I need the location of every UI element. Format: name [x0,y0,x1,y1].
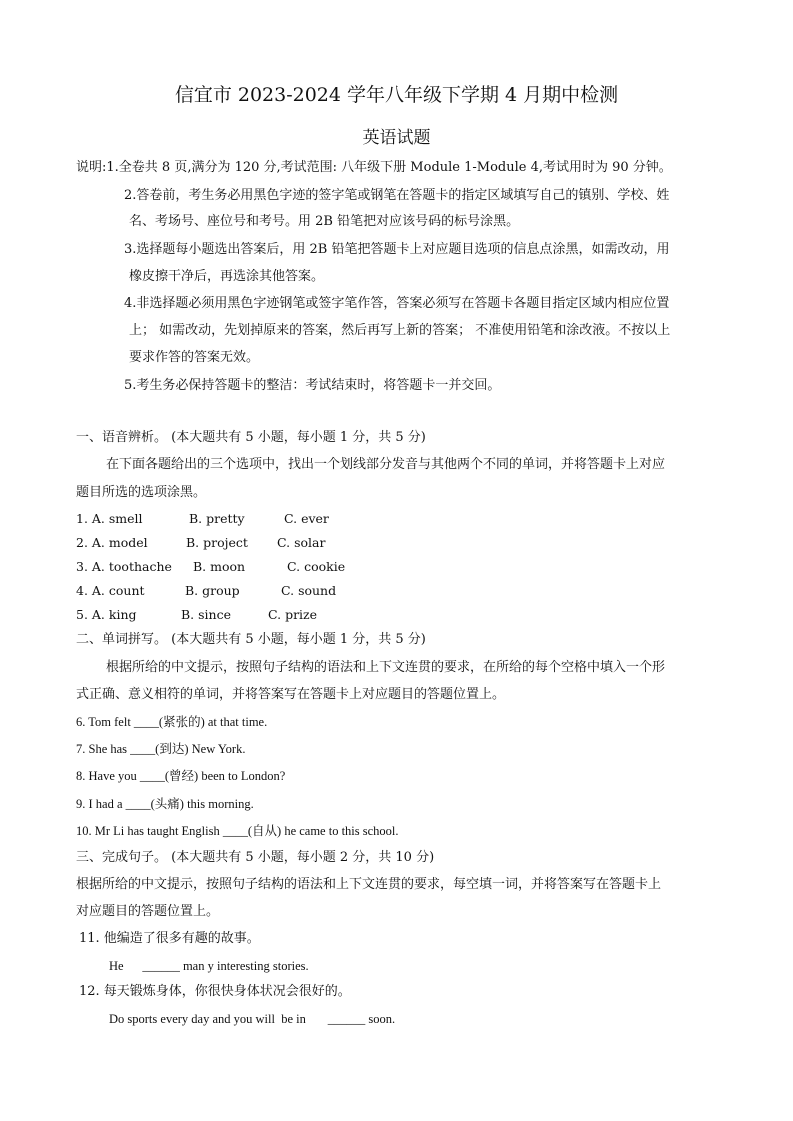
option-a: 4. A. count [76,583,145,598]
section-desc: 对应题目的答题位置上。 [76,904,220,919]
question-10: 10. Mr Li has taught English ____(自从) he came to this school. [76,824,399,838]
exam-subtitle: 英语试题 [362,128,431,148]
section-desc: 在下面各题给出的三个选项中，找出一个划线部分发音与其他两个不同的单词，并将答题卡上对应 [106,457,666,472]
section-heading: 一、语音辨析。 (本大题共有 5 小题，每小题 1 分，共 5 分) [76,430,426,445]
instruction-line: 说明:1.全卷共 8 页,满分为 120 分,考试范围: 八年级下册 Module 1-Module 4,考试用时为 90 分钟。 [76,160,672,175]
instruction-line: 上； 如需改动，先划掉原来的答案，然后再写上新的答案； 不准使用铅笔和涂改液。不按以上 [129,323,671,338]
option-b: B. pretty [189,511,245,526]
option-a: 3. A. toothache [76,559,172,574]
instruction-line: 橡皮擦干净后，再选涂其他答案。 [129,269,325,284]
section-desc: 根据所给的中文提示，按照句子结构的语法和上下文连贯的要求，在所给的每个空格中填入一个形 [106,660,666,675]
question-6: 6. Tom felt ____(紧张的) at that time. [76,715,268,729]
question-7: 7. She has ____(到达) New York. [76,742,246,756]
instruction-line: 要求作答的答案无效。 [129,350,260,365]
option-c: C. cookie [287,559,346,574]
instruction-line: 5.考生务必保持答题卡的整洁：考试结束时，将答题卡一并交回。 [124,378,501,393]
question-11-cn: 11. 他编造了很多有趣的故事。 [79,931,260,946]
question-12-cn: 12. 每天锻炼身体，你很快身体状况会很好的。 [79,984,351,999]
section-desc: 式正确、意义相符的单词，并将答案写在答题卡上对应题目的答题位置上。 [76,687,506,702]
instruction-line: 4.非选择题必须用黑色字迹钢笔或签字笔作答，答案必须写在答题卡各题目指定区域内相应位置 [124,296,670,311]
option-a: 5. A. king [76,607,137,622]
section-heading: 三、完成句子。 (本大题共有 5 小题，每小题 2 分，共 10 分) [76,850,435,865]
question-8: 8. Have you ____(曾经) been to London? [76,769,286,783]
instruction-line: 3.选择题每小题选出答案后，用 2B 铅笔把答题卡上对应题目选项的信息点涂黑，如需改动，用 [124,242,670,257]
option-b: B. group [185,583,240,598]
option-b: B. moon [193,559,246,574]
section-desc: 题目所选的选项涂黑。 [76,485,207,500]
section-heading: 二、单词拼写。 (本大题共有 5 小题，每小题 1 分，共 5 分) [76,632,426,647]
section-desc: 根据所给的中文提示，按照句子结构的语法和上下文连贯的要求，每空填一词，并将答案写在答题卡上 [76,877,662,892]
question-9: 9. I had a ____(头痛) this morning. [76,797,254,811]
question-11-en: He ______ man y interesting stories. [109,959,309,973]
option-b: B. since [181,607,231,622]
option-c: C. ever [284,511,329,526]
instruction-line: 名、考场号、座位号和考号。用 2B 铅笔把对应该号码的标号涂黑。 [129,214,520,229]
instruction-line: 2.答卷前，考生务必用黑色字迹的签字笔或钢笔在答题卡的指定区域填写自己的镇别、学校、姓 [124,188,670,203]
exam-title: 信宜市 2023-2024 学年八年级下学期 4 月期中检测 [174,84,619,106]
option-c: C. solar [277,535,326,550]
option-a: 2. A. model [76,535,148,550]
option-c: C. sound [281,583,337,598]
question-12-en: Do sports every day and you will be in ______ soon. [109,1012,396,1026]
option-b: B. project [186,535,248,550]
option-a: 1. A. smell [76,511,143,526]
option-c: C. prize [268,607,318,622]
